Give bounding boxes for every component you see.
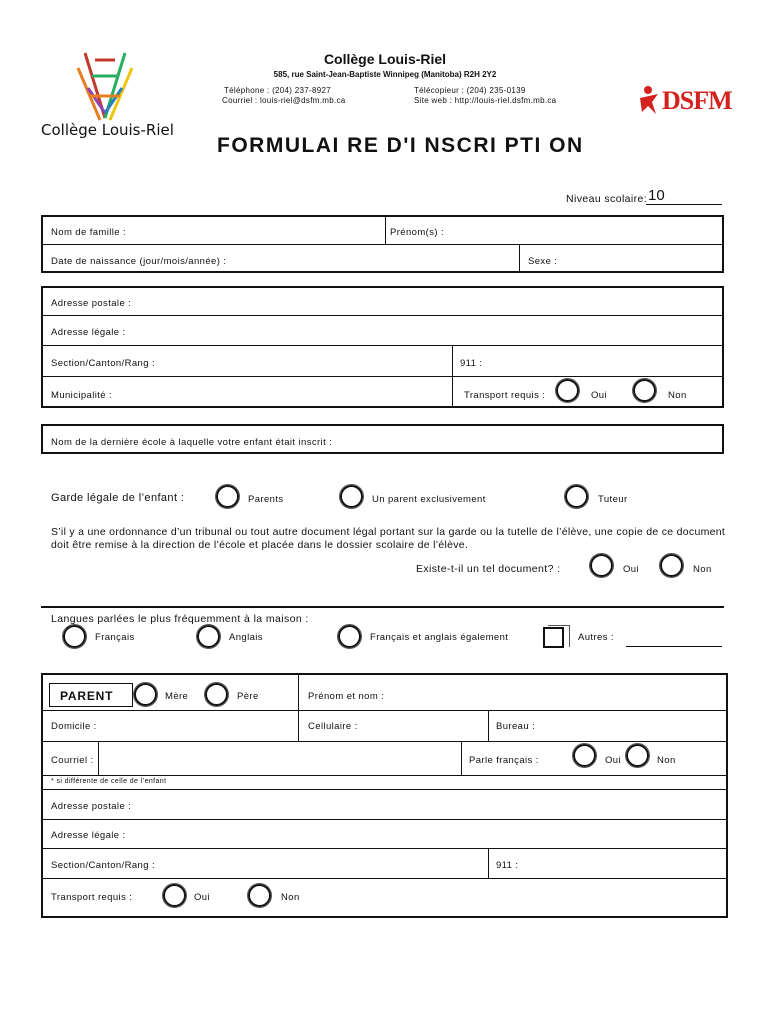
form-title: FORMULAI RE D'I NSCRI PTI ON (217, 134, 584, 157)
parent-911-field[interactable]: 911 : (496, 860, 519, 871)
logo-text: Collège Louis-Riel (41, 121, 174, 139)
parent-transport-label: Transport requis : (51, 892, 133, 903)
parent-transport-non-label: Non (281, 892, 300, 903)
niveau-line (646, 204, 722, 205)
parent-transport-non-radio[interactable] (248, 884, 271, 907)
divider (488, 710, 489, 741)
telecopieur: Télécopieur : (204) 235-0139 (414, 86, 526, 95)
site-web: Site web : http://louis-riel.dsfm.mb.ca (414, 96, 557, 105)
sexe-field[interactable]: Sexe : (528, 256, 558, 267)
cellulaire-field[interactable]: Cellulaire : (308, 721, 358, 732)
garde-parents-radio[interactable] (216, 485, 239, 508)
langue-francais-radio[interactable] (63, 625, 86, 648)
divider (452, 345, 453, 408)
parle-oui-radio[interactable] (573, 744, 596, 767)
existe-label: Existe-t-il un tel document? : (416, 563, 561, 575)
parent-section-field[interactable]: Section/Canton/Rang : (51, 860, 155, 871)
divider (488, 848, 489, 878)
dsfm-text: DSFM (662, 86, 732, 115)
garde-un-parent-radio[interactable] (340, 485, 363, 508)
transport-non-radio[interactable] (633, 379, 656, 402)
parle-francais-label: Parle français : (469, 755, 539, 766)
address-box (41, 286, 724, 408)
bureau-field[interactable]: Bureau : (496, 721, 536, 732)
langue-both-radio[interactable] (338, 625, 361, 648)
langues-label: Langues parlées le plus fréquemment à la maison : (51, 613, 309, 625)
existe-non-label: Non (693, 564, 712, 575)
garde-tuteur-radio[interactable] (565, 485, 588, 508)
divider (41, 741, 728, 742)
divider (98, 741, 99, 775)
autres-line[interactable] (626, 646, 722, 647)
parle-non-label: Non (657, 755, 676, 766)
garde-label: Garde légale de l’enfant : (51, 492, 185, 504)
divider (385, 215, 386, 244)
langue-autres-label: Autres : (578, 632, 614, 643)
parle-oui-label: Oui (605, 755, 621, 766)
divider (41, 710, 728, 711)
address-note: * si différente de celle de l’enfant (51, 778, 167, 785)
dsfm-logo (636, 84, 732, 118)
municipalite-field[interactable]: Municipalité : (51, 390, 113, 401)
school-name: Collège Louis-Riel (323, 51, 447, 67)
courriel: Courriel : louis-riel@dsfm.mb.ca (222, 96, 346, 105)
langue-autres-checkbox[interactable] (543, 627, 564, 648)
divider (41, 878, 728, 879)
adresse-postale-field[interactable]: Adresse postale : (51, 298, 132, 309)
divider (41, 848, 728, 849)
last-school-field: Nom de la dernière école à laquelle votre enfant était inscrit : (51, 437, 333, 448)
divider (461, 741, 462, 775)
transport-non-label: Non (668, 390, 687, 401)
parent-adresse-legale-field[interactable]: Adresse légale : (51, 830, 126, 841)
divider (519, 244, 520, 273)
parle-non-radio[interactable] (626, 744, 649, 767)
niveau-label: Niveau scolaire: (566, 193, 648, 205)
nine11-field[interactable]: 911 : (460, 358, 483, 369)
parent-mere-radio[interactable] (134, 683, 157, 706)
date-naissance-field[interactable]: Date de naissance (jour/mois/année) : (51, 256, 227, 267)
garde-parents-label: Parents (248, 494, 284, 505)
garde-tuteur-label: Tuteur (598, 494, 628, 505)
langues-top-line (41, 606, 724, 608)
transport-label: Transport requis : (464, 390, 546, 401)
langue-francais-label: Français (95, 632, 135, 643)
garde-paragraph: S’il y a une ordonnance d’un tribunal ou tout autre document légal portant sur la garde ou la tutelle de l’élève, une copie de ce document doit être remise à la direction de l’école et placée dans le dossier scolaire de l’élève. (51, 526, 726, 551)
existe-oui-label: Oui (623, 564, 639, 575)
existe-oui-radio[interactable] (590, 554, 613, 577)
niveau-value[interactable]: 10 (648, 187, 665, 204)
divider (298, 673, 299, 741)
langue-both-label: Français et anglais également (370, 632, 509, 643)
divider (41, 315, 724, 316)
prenoms-field[interactable]: Prénom(s) : (390, 227, 445, 238)
transport-oui-radio[interactable] (556, 379, 579, 402)
school-address: 585, rue Saint-Jean-Baptiste Winnipeg (Manitoba) R2H 2Y2 (273, 70, 497, 79)
divider (41, 345, 724, 346)
parent-pere-radio[interactable] (205, 683, 228, 706)
parent-transport-oui-radio[interactable] (163, 884, 186, 907)
parent-transport-oui-label: Oui (194, 892, 210, 903)
garde-un-parent-label: Un parent exclusivement (372, 494, 486, 505)
domicile-field[interactable]: Domicile : (51, 721, 97, 732)
parent-pere-label: Père (237, 691, 259, 702)
parent-mere-label: Mère (165, 691, 189, 702)
divider (41, 376, 724, 377)
divider (41, 789, 728, 790)
courriel-field[interactable]: Courriel : (51, 755, 94, 766)
parent-title: PARENT (60, 689, 114, 703)
divider (41, 775, 728, 776)
langue-anglais-label: Anglais (229, 632, 263, 643)
nom-famille-field[interactable]: Nom de famille : (51, 227, 127, 238)
langue-anglais-radio[interactable] (197, 625, 220, 648)
prenom-nom-field[interactable]: Prénom et nom : (308, 691, 385, 702)
transport-oui-label: Oui (591, 390, 607, 401)
section-field[interactable]: Section/Canton/Rang : (51, 358, 155, 369)
adresse-legale-field[interactable]: Adresse légale : (51, 327, 126, 338)
divider (41, 819, 728, 820)
telephone: Téléphone : (204) 237-8927 (224, 86, 331, 95)
existe-non-radio[interactable] (660, 554, 683, 577)
parent-adresse-postale-field[interactable]: Adresse postale : (51, 801, 132, 812)
divider (41, 244, 724, 245)
